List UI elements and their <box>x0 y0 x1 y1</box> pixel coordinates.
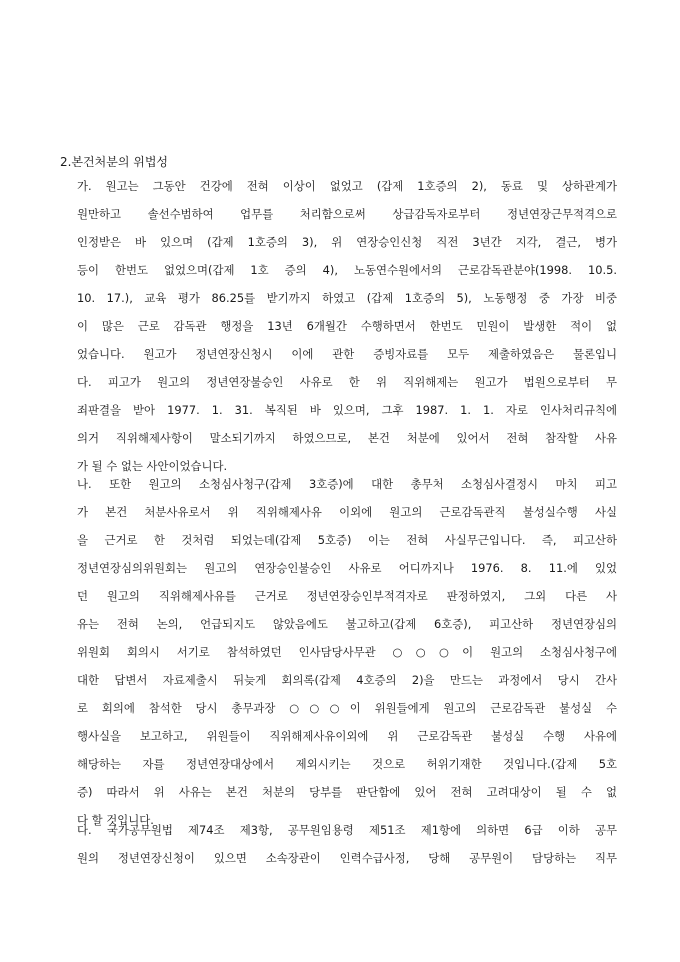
paragraph-line: 가. 원고는 그동안 건강에 전혀 이상이 없었고 (갑제 1호증의 2), 동료 및 상하관계가 <box>77 179 617 193</box>
paragraph-line: 죄판결을 받아 1977. 1. 31. 복직된 바 있으며, 그후 1987. 1. 1. 자로 인사처리규칙에 <box>77 403 617 417</box>
paragraph-line: 증) 따라서 위 사유는 본건 처분의 당부를 판단함에 있어 전혀 고려대상이 될 수 없 <box>77 785 617 799</box>
paragraph-ga <box>77 172 617 480</box>
paragraph-line: 다. 피고가 원고의 정년연장불승인 사유로 한 위 직위해제는 원고가 법원으로부터 무 <box>77 375 617 389</box>
paragraph-na <box>77 470 617 834</box>
paragraph-line: 다 할 것입니다. <box>77 813 154 827</box>
paragraph-line: 가 될 수 없는 사안이었습니다. <box>77 459 228 473</box>
paragraph-da <box>77 816 617 872</box>
paragraph-line: 원만하고 솔선수범하여 업무를 처리함으로써 상급감독자로부터 정년연장근무적격으로 <box>77 207 617 221</box>
paragraph-line: 위원회 회의시 서기로 참석하였던 인사담당사무관 ○○○이 원고의 소청심사청구에 <box>77 645 617 659</box>
paragraph-line: 정년연장심의위원회는 원고의 연장승인불승인 사유로 어디까지나 1976. 8. 11.에 있었 <box>77 561 617 575</box>
paragraph-line: 인정받은 바 있으며 (갑제 1호증의 3), 위 연장승인신청 직전 3년간 지각, 결근, 병가 <box>77 235 617 249</box>
paragraph-line: 의거 직위해제사항이 말소되기까지 하였으므로, 본건 처분에 있어서 전혀 참작할 사유 <box>77 431 617 445</box>
paragraph-line: 나. 또한 원고의 소청심사청구(갑제 3호증)에 대한 총무처 소청심사결정시 마치 피고 <box>77 477 617 491</box>
paragraph-line: 등이 한번도 없었으며(갑제 1호 증의 4), 노동연수원에서의 근로감독관분야(1998. 10.5. <box>77 263 617 277</box>
paragraph-line: 다. 국가공무원법 제74조 제3항, 공무원임용령 제51조 제1항에 의하면 6급 이하 공무 <box>77 823 617 837</box>
paragraph-line: 유는 전혀 논의, 언급되지도 않았음에도 불고하고(갑제 6호증), 피고산하 정년연장심의 <box>77 617 617 631</box>
section-title: 2.본건처분의 위법성 <box>60 155 169 169</box>
paragraph-line: 해당하는 자를 정년연장대상에서 제외시키는 것으로 허위기재한 것입니다.(갑제 5호 <box>77 757 617 771</box>
paragraph-line: 로 회의에 참석한 당시 총무과장 ○○○이 위원들에게 원고의 근로감독관 불성실 수 <box>77 701 617 715</box>
paragraph-line: 던 원고의 직위해제사유를 근거로 정년연장승인부적격자로 판정하였지, 그외 다른 사 <box>77 589 617 603</box>
paragraph-line: 대한 답변서 자료제출시 뒤늦게 회의록(갑제 4호증의 2)을 만드는 과정에서 당시 간사 <box>77 673 617 687</box>
paragraph-line: 원의 정년연장신청이 있으면 소속장관이 인력수급사정, 당해 공무원이 담당하는 직무 <box>77 851 617 865</box>
paragraph-line: 을 근거로 한 것처럼 되었는데(갑제 5호증) 이는 전혀 사실무근입니다. 즉, 피고산하 <box>77 533 617 547</box>
paragraph-line: 10. 17.), 교육 평가 86.25를 받기까지 하였고 (갑제 1호증의 5), 노동행정 중 가장 비중 <box>77 291 617 305</box>
paragraph-line: 이 많은 근로 감독관 행정을 13년 6개월간 수행하면서 한번도 민원이 발생한 적이 없 <box>77 319 617 333</box>
paragraph-line: 행사실을 보고하고, 위원들이 직위해제사유이외에 위 근로감독관 불성실 수행 사유에 <box>77 729 617 743</box>
paragraph-line: 었습니다. 원고가 정년연장신청시 이에 관한 증빙자료를 모두 제출하였음은 물론입니 <box>77 347 617 361</box>
paragraph-line: 가 본건 처분사유로서 위 직위해제사유 이외에 원고의 근로감독관직 불성실수행 사실 <box>77 505 617 519</box>
